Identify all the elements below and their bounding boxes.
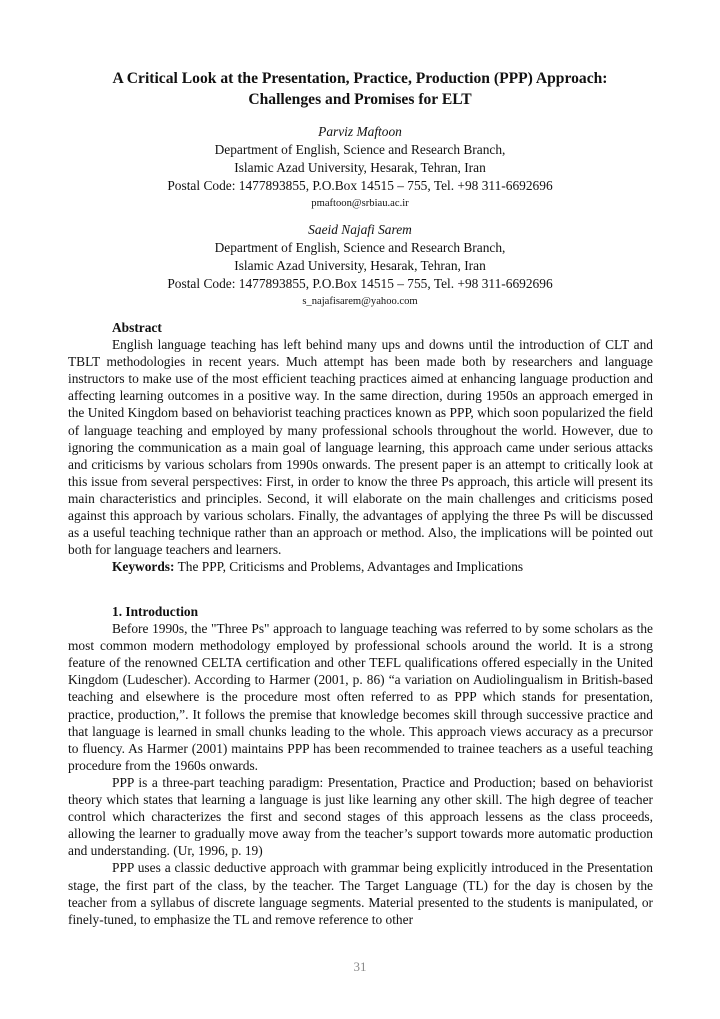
author-university: Islamic Azad University, Hesarak, Tehran, Iran xyxy=(234,258,486,273)
introduction-paragraph: PPP uses a classic deductive approach with grammar being explicitly introduced in the Presentation stage, the first part of the class, by the teacher. The Target Language (TL) for the day is chosen by the teacher from a syllabus of discrete language segments. Material presented to the students is manipulated, or finely-tuned, to emphasize the TL and remove reference to other xyxy=(68,860,653,927)
author-name: Parviz Maftoon xyxy=(318,124,402,139)
keywords-label: Keywords: xyxy=(112,559,175,575)
keywords-text: The PPP, Criticisms and Problems, Advantages and Implications xyxy=(174,559,524,575)
author-university: Islamic Azad University, Hesarak, Tehran, Iran xyxy=(234,160,486,175)
author-postal: Postal Code: 1477893855, P.O.Box 14515 – 755, Tel. +98 311-6692696 xyxy=(167,276,553,291)
author-department: Department of English, Science and Research Branch, xyxy=(214,142,506,157)
paper-title xyxy=(60,68,660,110)
author-block-2 xyxy=(60,221,660,311)
abstract-section xyxy=(68,319,653,575)
author-postal: Postal Code: 1477893855, P.O.Box 14515 – 755, Tel. +98 311-6692696 xyxy=(167,178,553,193)
abstract-text: English language teaching has left behind many ups and downs until the introduction of CLT and TBLT methodologies in recent years. Much attempt has been made both by researchers and language instructors to make use of the most efficient teaching practices aimed at enhancing language production and affecting learning outcomes in a positive way. In the same direction, during 1950s an approach emerged in the United Kingdom based on behaviorist teaching practices known as PPP, which soon popularized the field of language teaching and employed by many professional schools throughout the world. However, due to ignoring the communication as a main goal of language learning, this approach came under serious attacks and criticisms by various scholars from 1990s onwards. The present paper is an attempt to critically look at this issue from several perspectives: First, in order to know the three Ps approach, this article will present its main characteristics and principles. Second, it will elaborate on the main challenges and criticisms posed against this approach by various scholars. Finally, the advantages of applying the three Ps will be discussed as a useful teaching technique rather than an approach or method. Also, the implications will be pointed out both for language teachers and learners. xyxy=(68,337,653,558)
author-name: Saeid Najafi Sarem xyxy=(308,222,412,237)
introduction-paragraph: Before 1990s, the "Three Ps" approach to language teaching was referred to by some scholars as the most common modern methodology employed by professional schools around the world. It is a strong feature of the renowned CELTA certification and other TEFL qualifications offered especially in the United Kingdom (Ludescher). According to Harmer (2001, p. 86) “a variation on Audiolingualism in British-based teaching and elsewhere is the procedure most often referred to as PPP which stands for presentation, practice, production,”. It follows the premise that knowledge becomes skill through successive practice and that language is learned in small chunks leading to the whole. This approach views accuracy as a precursor to fluency. As Harmer (2001) maintains PPP has been recommended to trainee teachers as a useful teaching procedure from the 1960s onwards. xyxy=(68,621,653,773)
author-email: s_najafisarem@yahoo.com xyxy=(302,296,418,307)
introduction-section xyxy=(68,603,653,928)
author-email: pmaftoon@srbiau.ac.ir xyxy=(311,198,409,209)
introduction-heading: 1. Introduction xyxy=(112,604,199,619)
abstract-heading: Abstract xyxy=(112,320,162,335)
page-number: 31 xyxy=(353,959,367,974)
title-line-2: Challenges and Promises for ELT xyxy=(248,91,472,108)
keywords-line xyxy=(68,558,653,575)
author-block-1 xyxy=(60,123,660,213)
introduction-paragraph: PPP is a three-part teaching paradigm: Presentation, Practice and Production; based on behaviorist theory which states that learning a language is just like learning any other skill. The high degree of teacher control which characterizes the first and second stages of this approach lessens as the class proceeds, allowing the learner to gradually move away from the teacher’s support towards more automatic production and understanding. (Ur, 1996, p. 19) xyxy=(68,774,653,859)
author-department: Department of English, Science and Research Branch, xyxy=(214,240,506,255)
title-line-1: A Critical Look at the Presentation, Practice, Production (PPP) Approach: xyxy=(112,70,608,87)
